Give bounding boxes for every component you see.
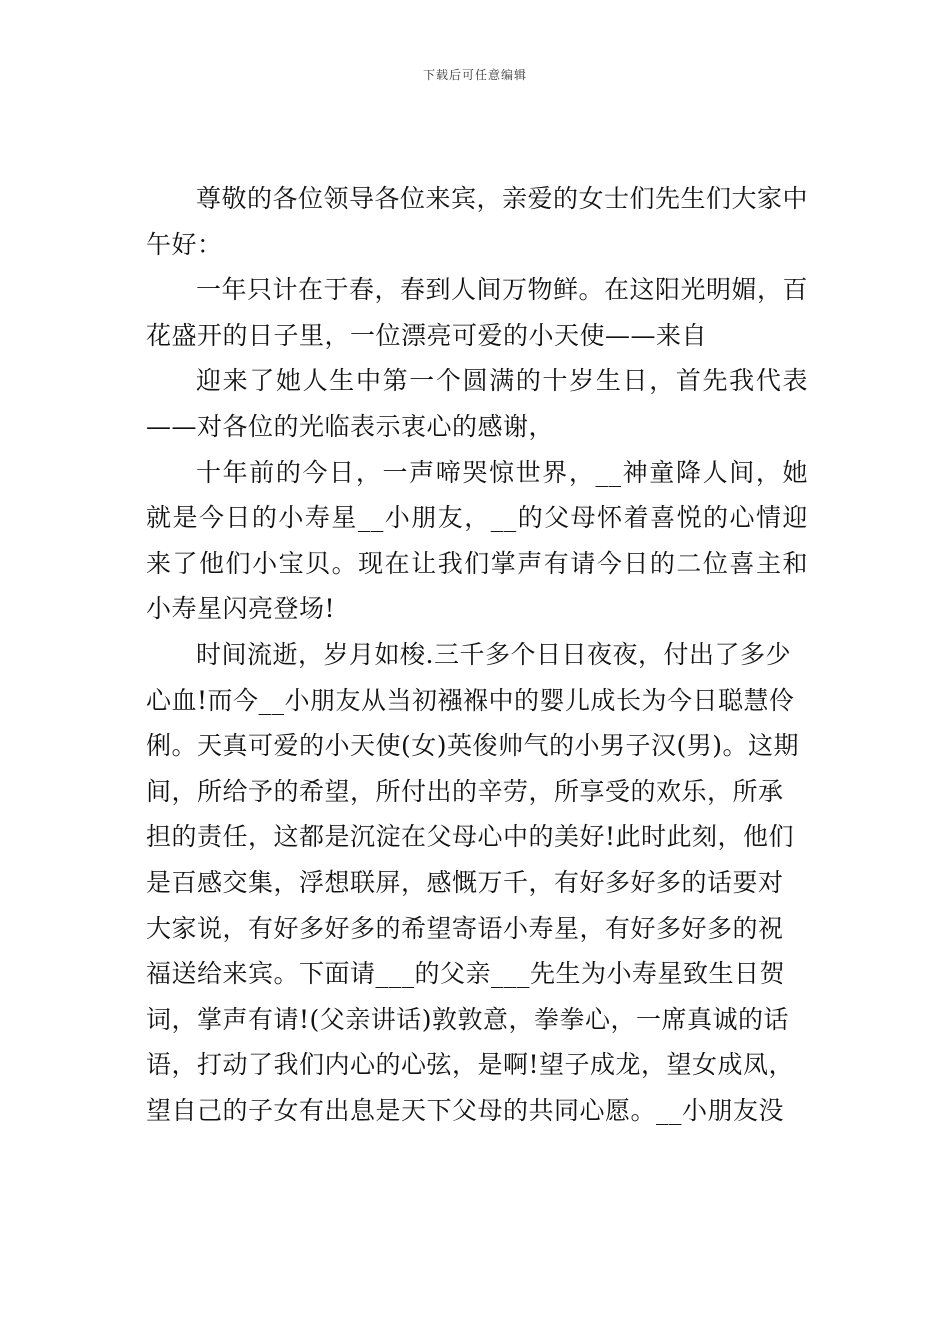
document-body <box>146 176 808 1133</box>
page-header: 下载后可任意编辑 <box>422 68 527 82</box>
paragraph-birthday-thanks: 迎来了她人生中第一个圆满的十岁生日，首先我代表——对各位的光临表示衷心的感谢， <box>146 366 808 441</box>
paragraph-time-flows: 时间流逝，岁月如梭.三千多个日日夜夜，付出了多少心血!而今__小朋友从当初襁褓中的婴儿成长为今日聪慧伶俐。天真可爱的小天使(女)英俊帅气的小男子汉(男)。这期间，所给予的希望，所付出的辛劳，所享受的欢乐，所承担的责任，这都是沉淀在父母心中的美好!此时此刻，他们是百感交集，浮想联屏，感慨万千，有好多好多的话要对大家说，有好多好多的希望寄语小寿星，有好多好多的祝福送给来宾。下面请___的父亲___先生为小寿星致生日贺词，掌声有请!(父亲讲话)敦敦意，拳拳心，一席真诚的话语，打动了我们内心的心弦，是啊!望子成龙，望女成凤，望自己的子女有出息是天下父母的共同心愿。__小朋友没 <box>146 639 800 1125</box>
paragraph-spring: 一年只计在于春，春到人间万物鲜。在这阳光明媚，百花盛开的日子里，一位漂亮可爱的小天使——来自 <box>146 275 809 350</box>
paragraph-greeting: 尊敬的各位领导各位来宾，亲爱的女士们先生们大家中午好： <box>146 184 809 259</box>
paragraph-ten-years-ago: 十年前的今日，一声啼哭惊世界，__神童降人间，她就是今日的小寿星__小朋友，__的父母怀着喜悦的心情迎来了他们小宝贝。现在让我们掌声有请今日的二位喜主和小寿星闪亮登场! <box>146 457 808 624</box>
